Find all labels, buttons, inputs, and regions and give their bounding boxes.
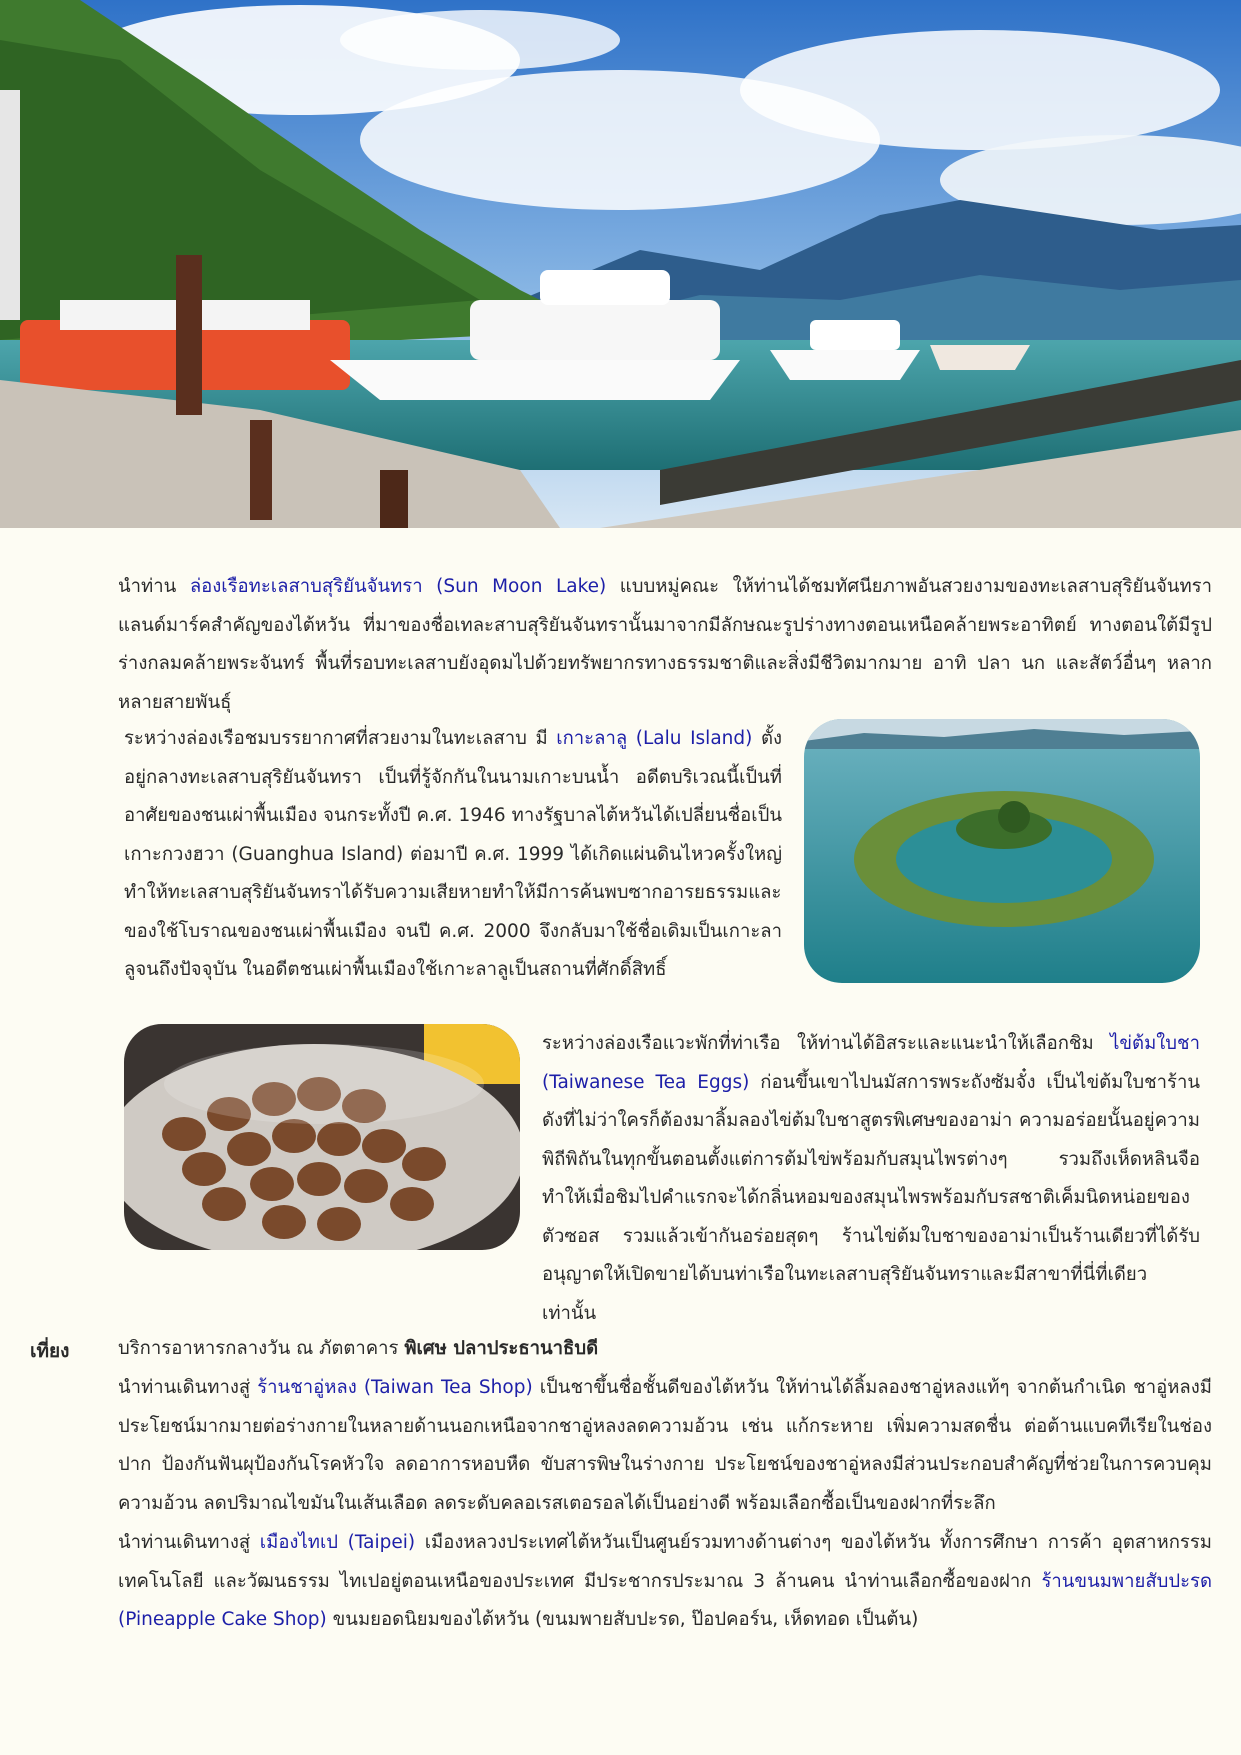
lunch-special-name: พิเศษ ปลาประธานาธิบดี bbox=[404, 1338, 599, 1359]
lunch-label: เที่ยง bbox=[30, 1340, 70, 1362]
lalu-island-photo bbox=[804, 719, 1200, 983]
taipei-paragraph: นำท่านเดินทางสู่ เมืองไทเป (Taipei) เมืองหลวงประเทศไต้หวันเป็นศูนย์รวมทางด้านต่างๆ ของไต้หวัน ทั้งการศึกษา การค้า อุตสาหกรรม เทคโนโลยี และวัฒนธรรม ไทเปอยู่ตอนเหนือของประเทศ มีประชากรประมาณ 3 ล้านคน นำท่านเลือกซื้อของฝาก ร้านขนมพายสับปะรด (Pineapple Cake Shop) ขนมยอดนิยมของไต้หวัน (ขนมพายสับปะรด, ป๊อปคอร์น, เห็ดทอด เป็นต้น) bbox=[118, 1532, 1212, 1630]
sun-moon-lake-link: ล่องเรือทะเลสาบสุริยันจันทรา (Sun Moon Lake) bbox=[189, 576, 607, 597]
pineapple-cake-shop-link: ร้านขนมพายสับปะรด (Pineapple Cake Shop) bbox=[118, 1570, 1212, 1630]
tea-shop-link: ร้านชาอู่หลง (Taiwan Tea Shop) bbox=[257, 1377, 533, 1398]
lalu-island-paragraph: ระหว่างล่องเรือชมบรรยากาศที่สวยงามในทะเลสาบ มี เกาะลาลู (Lalu Island) ตั้งอยู่กลางทะเลสาบสุริยันจันทรา เป็นที่รู้จักกันในนามเกาะบนน้ำ อดีตบริเวณนี้เป็นที่อาศัยของชนเผ่าพื้นเมือง จนกระทั้งปี ค.ศ. 1946 ทางรัฐบาลไต้หวันได้เปลี่ยนชื่อเป็น เกาะกวงฮวา (Guanghua Island) ต่อมาปี ค.ศ. 1999 ได้เกิดแผ่นดินไหวครั้งใหญ่ทำให้ทะเลสาบสุริยันจันทราได้รับความเสียหายทำให้มีการค้นพบซากอารยธรรมและของใช้โบราณของชนเผ่าพื้นเมือง จนปี ค.ศ. 2000 จึงกลับมาใช้ชื่อเดิมเป็นเกาะลาลูจนถึงปัจจุบัน ในอดีตชนเผ่าพื้นเมืองใช้เกาะลาลูเป็นสถานที่ศักดิ์สิทธิ์ bbox=[124, 728, 782, 980]
tea-eggs-link: ไข่ต้มใบชา (Taiwanese Tea Eggs) bbox=[542, 1033, 1200, 1093]
oolong-tea-paragraph: นำท่านเดินทางสู่ ร้านชาอู่หลง (Taiwan Tea Shop) เป็นชาขึ้นชื่อชั้นดีของไต้หวัน ให้ท่านได้ลิ้มลองชาอู่หลงแท้ๆ จากต้นกำเนิด ชาอู่หลงมีประโยชน์มากมายต่อร่างกายในหลายด้านนอกเหนือจากชาอู่หลงลดความอ้วน เช่น แก้กระหาย เพิ่มความสดชื่น ต่อต้านแบคทีเรียในช่องปาก ป้องกันฟันผุป้องกันโรคหัวใจ ลดอาการหอบหืด ขับสารพิษในร่างกาย ประโยชน์ของชาอู่หลงมีส่วนประกอบสำคัญที่ช่วยในการควบคุมความอ้วน ลดปริมาณไขมันในเส้นเลือด ลดระดับคลอเรสเตอรอลได้เป็นอย่างดี พร้อมเลือกซื้อเป็นของฝากที่ระลึก bbox=[118, 1377, 1212, 1514]
lunch-line: บริการอาหารกลางวัน ณ ภัตตาคาร พิเศษ ปลาประธานาธิบดี bbox=[118, 1338, 599, 1359]
hero-lake-photo bbox=[0, 0, 1241, 528]
sun-moon-lake-paragraph: นำท่าน ล่องเรือทะเลสาบสุริยันจันทรา (Sun Moon Lake) แบบหมู่คณะ ให้ท่านได้ชมทัศนียภาพอันสวยงามของทะเลสาบสุริยันจันทราแลนด์มาร์คสำคัญของไต้หวัน ที่มาของชื่อเทละสาบสุริยันจันทรานั้นมาจากมีลักษณะรูปร่างทางตอนเหนือคล้ายพระอาทิตย์ ทางตอนใต้มีรูปร่างกลมคล้ายพระจันทร์ พื้นที่รอบทะเลสาบยังอุดมไปด้วยทรัพยากรทางธรรมชาติและสิ่งมีชีวิตมากมาย อาทิ ปลา นก และสัตว์อื่นๆ หลากหลายสายพันธุ์ bbox=[118, 576, 1212, 713]
tea-eggs-paragraph: ระหว่างล่องเรือแวะพักที่ท่าเรือ ให้ท่านได้อิสระและแนะนำให้เลือกชิม ไข่ต้มใบชา (Taiwanese Tea Eggs) ก่อนขึ้นเขาไปนมัสการพระถังซัมจั๋ง เป็นไข่ต้มใบชาร้านดังที่ไม่ว่าใครก็ต้องมาลิ้มลองไข่ต้มใบชาสูตรพิเศษของอาม่า ความอร่อยนั้นอยู่ความพิถีพิถันในทุกขั้นตอนตั้งแต่การต้มไข่พร้อมกับสมุนไพรต่างๆ รวมถึงเห็ดหลินจือ ทำให้เมื่อชิมไปคำแรกจะได้กลิ่นหอมของสมุนไพรพร้อมกับรสชาติเค็มนิดหน่อยของตัวซอส รวมแล้วเข้ากันอร่อยสุดๆ ร้านไข่ต้มใบชาของอาม่าเป็นร้านเดียวที่ได้รับอนุญาตให้เปิดขายได้บนท่าเรือในทะเลสาบสุริยันจันทราและมีสาขาที่นี่ที่เดียวเท่านั้น bbox=[542, 1033, 1200, 1324]
lalu-island-link: เกาะลาลู (Lalu Island) bbox=[556, 728, 753, 749]
taipei-link: เมืองไทเป (Taipei) bbox=[259, 1532, 416, 1553]
tea-eggs-photo bbox=[124, 1024, 520, 1250]
